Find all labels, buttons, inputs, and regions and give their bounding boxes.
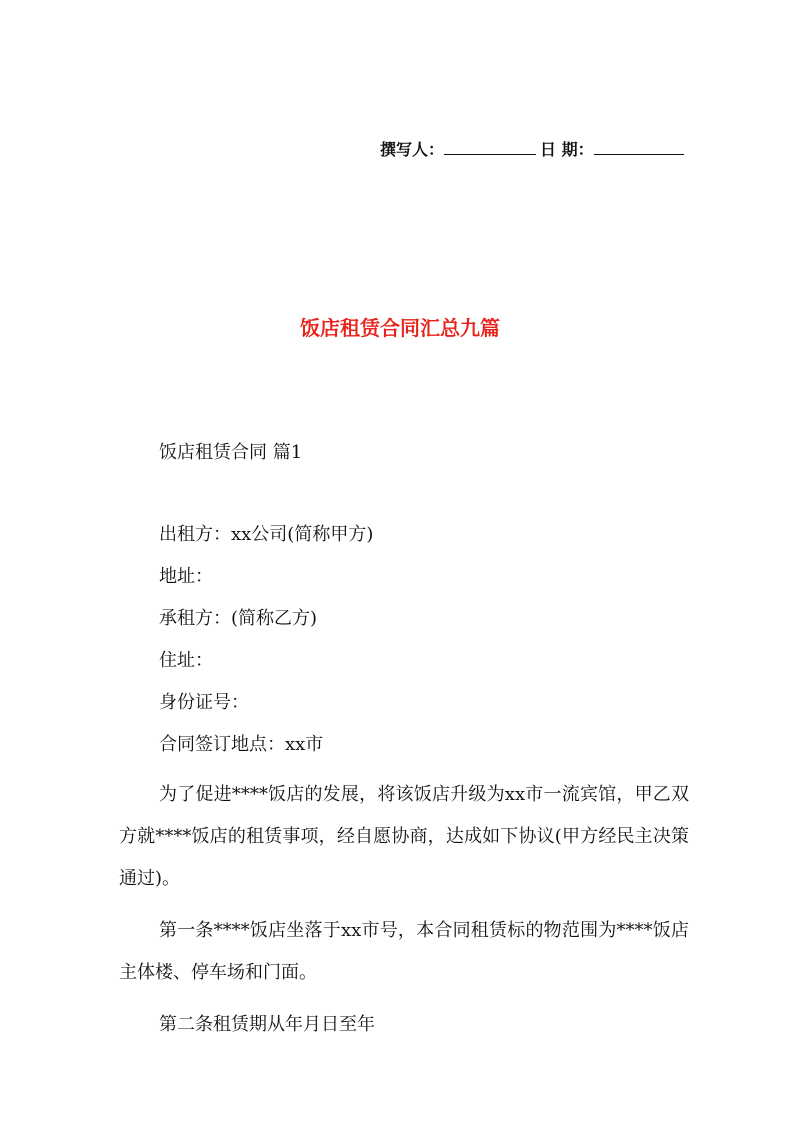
author-date-line <box>380 140 700 160</box>
document-body <box>119 522 689 1046</box>
field-lessee-address: 住址： <box>159 650 213 671</box>
section-heading: 饭店租赁合同 篇1 <box>159 442 303 463</box>
field-lessor: 出租方：xx公司(简称甲方) <box>159 524 374 545</box>
field-lessor-address: 地址： <box>159 566 213 587</box>
author-label: 撰写人： <box>380 140 445 159</box>
paragraph-article-1: 第一条****饭店坐落于xx市号，本合同租赁标的物范围为****饭店主体楼、停车场和门面。 <box>119 920 689 983</box>
date-blank <box>594 140 684 155</box>
author-blank <box>444 140 536 155</box>
date-label: 日 期： <box>540 140 594 159</box>
field-lessee: 承租方：(简称乙方) <box>159 608 318 629</box>
field-id-number: 身份证号： <box>159 692 249 713</box>
paragraph-purpose: 为了促进****饭店的发展，将该饭店升级为xx市一流宾馆，甲乙双方就****饭店的租赁事项，经自愿协商，达成如下协议(甲方经民主决策通过)。 <box>119 784 689 889</box>
field-signing-place: 合同签订地点：xx市 <box>159 734 324 755</box>
document-title: 饭店租赁合同汇总九篇 <box>300 316 500 340</box>
paragraph-article-2: 第二条租赁期从年月日至年 <box>159 1014 375 1035</box>
